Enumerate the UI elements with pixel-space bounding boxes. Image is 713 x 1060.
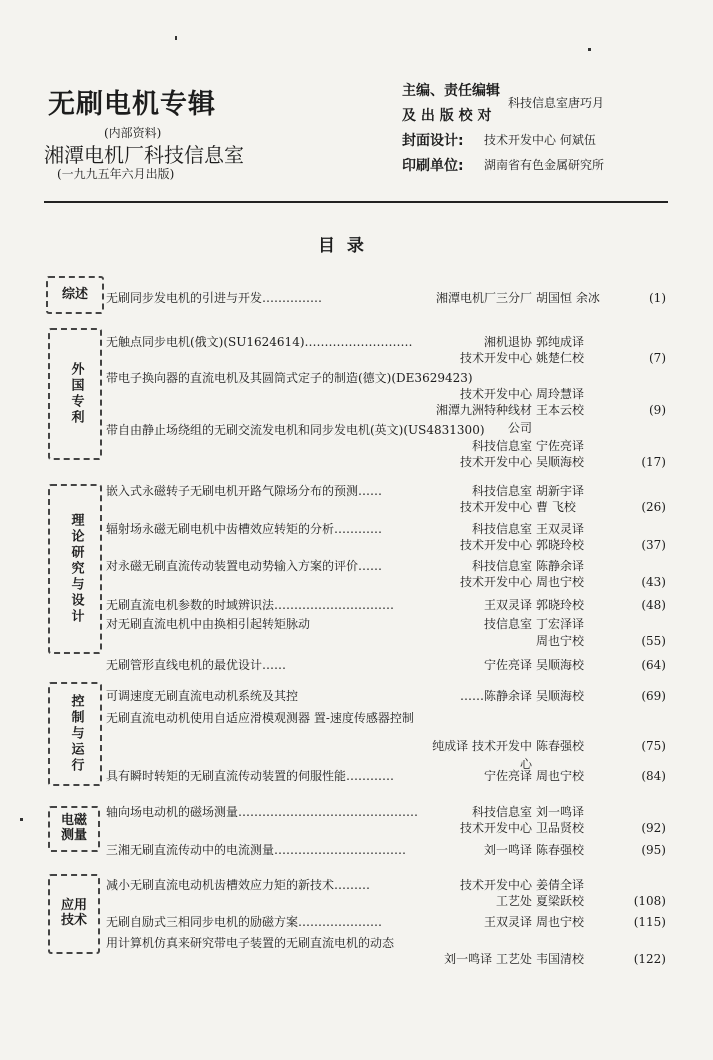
book-title: 无刷电机专辑 — [48, 89, 216, 120]
entry-org: 王双灵译 — [483, 915, 532, 929]
entry-credit: 胡国恒 余冰 — [536, 291, 600, 305]
entry-org: 湘潭电机厂三分厂 — [435, 291, 532, 305]
header-rule — [44, 201, 668, 203]
entry-title: 无刷同步发电机的引进与开发…………… — [106, 291, 323, 305]
entry-title: 无触点同步电机(俄文)(SU1624614)……………………… — [106, 335, 413, 349]
entry-org: 科技信息室 — [471, 522, 532, 536]
toc-entry — [106, 453, 666, 471]
entry-org: 技术开发中心 — [459, 821, 532, 835]
internal-note: (内部资料) — [104, 126, 162, 140]
entry-page: (48) — [641, 598, 666, 612]
entry-page: (43) — [641, 575, 666, 589]
entry-title: 无刷管形直线电机的最优设计…… — [106, 658, 287, 672]
toc-entry — [106, 596, 666, 614]
entry-org: 技信息室 — [483, 617, 532, 631]
print-label: 印刷单位: — [402, 158, 464, 174]
entry-org: 王双灵译 — [483, 598, 532, 612]
toc-entry — [106, 737, 666, 771]
toc-entry — [106, 950, 666, 968]
entry-page: (84) — [641, 769, 666, 783]
entry-org: 工艺处 — [495, 894, 532, 908]
entry-org: 技术开发中心 — [459, 878, 532, 892]
entry-title: 辐射场永磁无刷电机中齿槽效应转矩的分析………… — [106, 522, 383, 536]
toc-entry — [106, 536, 666, 554]
toc-entry — [106, 892, 666, 910]
entry-credit: 吴顺海校 — [536, 658, 585, 672]
entry-credit: 王本云校 — [536, 403, 585, 417]
entry-page — [630, 615, 666, 633]
entry-org: 宁佐亮译 — [483, 658, 532, 672]
entry-credit: 刘一鸣译 — [536, 805, 585, 819]
section-label: 控制与运行 — [48, 682, 102, 786]
entry-org: 科技信息室 — [471, 559, 532, 573]
entry-page: (1) — [649, 291, 666, 305]
entry-page: (75) — [641, 739, 666, 753]
entry-page: (55) — [641, 634, 666, 648]
entry-credit: 姜倩全译 — [536, 878, 585, 892]
entry-page: (108) — [633, 894, 666, 908]
entry-page: (9) — [649, 403, 666, 417]
toc-entry — [106, 498, 666, 516]
toc-entry — [106, 913, 666, 931]
toc-title: 目 录 — [318, 236, 364, 256]
entry-page: (37) — [641, 538, 666, 552]
entry-page: (7) — [649, 351, 666, 365]
entry-org: 技术开发中心 — [459, 387, 532, 401]
entry-title: 无刷直流电动机使用自适应滑模观测器 置-速度传感器控制 — [106, 711, 414, 725]
entry-title: 对无刷直流电机中由换相引起转矩脉动 — [106, 617, 311, 631]
toc-entry — [106, 841, 666, 859]
entry-title: 对永磁无刷直流传动装置电动势输入方案的评价…… — [106, 559, 383, 573]
entry-credit: 吴顺海校 — [536, 689, 585, 703]
entry-credit: 宁佐亮译 — [536, 439, 585, 453]
toc-entry — [106, 573, 666, 591]
section-label: 外国专利 — [48, 328, 102, 460]
entry-title: 带电子换向器的直流电机及其圆筒式定子的制造(德文)(DE3629423) — [106, 371, 473, 385]
cover-label: 封面设计: — [402, 133, 464, 149]
toc-entry — [106, 819, 666, 837]
entry-title: 减小无刷直流电动机齿槽效应力矩的新技术……… — [106, 878, 371, 892]
toc-entry — [106, 656, 666, 674]
cover-value: 技术开发中心 何斌伍 — [484, 133, 596, 147]
entry-org: 科技信息室 — [471, 805, 532, 819]
entry-org: 科技信息室 — [471, 484, 532, 498]
entry-credit: 郭晓玲校 — [536, 538, 585, 552]
publisher-org: 湘潭电机厂科技信息室 — [44, 143, 244, 167]
entry-credit: 曹 飞校 — [536, 500, 576, 514]
entry-page: (69) — [641, 689, 666, 703]
entry-page: (64) — [641, 658, 666, 672]
entry-title: 轴向场电动机的磁场测量……………………………………… — [106, 805, 419, 819]
entry-credit: 周也宁校 — [536, 575, 585, 589]
entry-org: 技术开发中心 — [459, 351, 532, 365]
entry-org — [432, 632, 532, 650]
entry-title: 无刷自励式三相同步电机的励磁方案………………… — [106, 915, 383, 929]
entry-org: 技术开发中心 — [459, 575, 532, 589]
entry-credit: 周也宁校 — [536, 915, 585, 929]
entry-title: 带自由静止场绕组的无刷交流发电机和同步发电机(英文)(US4831300) — [106, 423, 485, 437]
section-label: 综述 — [46, 276, 104, 314]
publish-date: (一九九五年六月出版) — [57, 167, 175, 181]
editor-label-2: 及 出 版 校 对 — [402, 108, 492, 124]
entry-page: (17) — [641, 455, 666, 469]
entry-org: 刘一鸣译 — [483, 843, 532, 857]
entry-page: (122) — [633, 952, 666, 966]
toc-entry — [106, 349, 666, 367]
print-value: 湖南省有色金属研究所 — [484, 158, 605, 172]
entry-credit: 陈静余译 — [536, 559, 585, 573]
entry-credit: 吴顺海校 — [536, 455, 585, 469]
entry-credit: 周也宁校 — [536, 769, 585, 783]
entry-org: 技术开发中心 — [459, 538, 532, 552]
entry-title: 用计算机仿真来研究带电子装置的无刷直流电机的动态 — [106, 936, 395, 950]
entry-credit: 周玲慧译 — [536, 387, 585, 401]
entry-credit: 韦国清校 — [536, 952, 585, 966]
toc-entry — [106, 615, 666, 633]
entry-org: 技术开发中心 — [459, 455, 532, 469]
entry-credit: 王双灵译 — [536, 522, 585, 536]
section-label: 理论研究与设计 — [48, 484, 102, 654]
entry-credit: 周也宁校 — [536, 634, 585, 648]
entry-title: 具有瞬时转矩的无刷直流传动装置的伺服性能………… — [106, 769, 395, 783]
entry-credit: 夏梁跃校 — [536, 894, 585, 908]
entry-org: 宁佐亮译 — [483, 769, 532, 783]
editor-value: 科技信息室唐巧月 — [508, 96, 605, 110]
entry-org: 纯成译 技术开发中心 — [432, 739, 532, 771]
section-label: 应用技术 — [48, 874, 100, 954]
entry-org: ……陈静余译 — [459, 689, 532, 703]
entry-credit: 姚楚仁校 — [536, 351, 585, 365]
entry-title: 嵌入式永磁转子无刷电机开路气隙场分布的预测…… — [106, 484, 383, 498]
entry-org: 技术开发中心 — [459, 500, 532, 514]
entry-credit: 卫品贤校 — [536, 821, 585, 835]
entry-org: 刘一鸣译 工艺处 — [444, 952, 532, 966]
toc-entry — [106, 709, 666, 727]
entry-page: (92) — [641, 821, 666, 835]
entry-org: 科技信息室 — [471, 439, 532, 453]
entry-page: (115) — [633, 915, 666, 929]
entry-title: 无刷直流电机参数的时域辨识法………………………… — [106, 598, 395, 612]
entry-credit: 胡新宇译 — [536, 484, 585, 498]
scan-mark — [175, 36, 177, 40]
entry-org: 湘潭九洲特种线材公司 — [435, 403, 532, 435]
entry-credit: 郭晓玲校 — [536, 598, 585, 612]
toc-entry — [106, 767, 666, 785]
entry-org: 湘机退协 — [483, 335, 532, 349]
entry-credit: 陈春强校 — [536, 843, 585, 857]
toc-entry — [106, 687, 666, 705]
entry-title: 三湘无刷直流传动中的电流测量…………………………… — [106, 843, 407, 857]
entry-page: (26) — [641, 500, 666, 514]
section-label: 电磁测量 — [48, 806, 100, 852]
entry-credit: 陈春强校 — [536, 739, 585, 753]
editor-label-1: 主编、责任编辑 — [402, 83, 500, 99]
entry-page: (95) — [641, 843, 666, 857]
toc-entry — [106, 289, 666, 307]
scan-mark — [20, 818, 23, 821]
entry-title: 可调速度无刷直流电动机系统及其控 — [106, 689, 299, 703]
scan-mark — [588, 48, 591, 51]
toc-entry — [106, 632, 666, 650]
entry-credit: 郭纯成译 — [536, 335, 585, 349]
entry-credit: 丁宏泽译 — [536, 617, 585, 631]
